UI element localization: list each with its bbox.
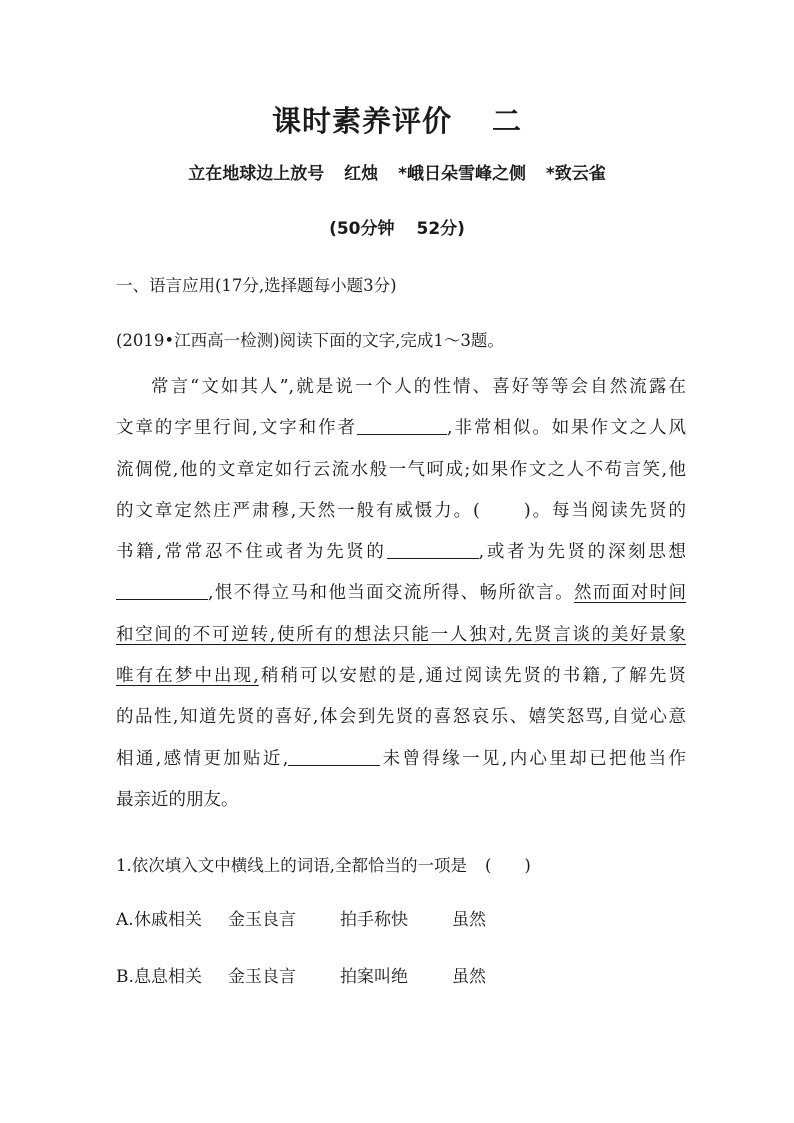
- title-main: 课时素养评价: [271, 104, 452, 138]
- answer-bracket: ( ): [485, 856, 531, 875]
- time-score-line: [0, 214, 794, 239]
- subtitle-item: *峨日朵雪峰之侧: [398, 164, 526, 184]
- passage-line: [116, 615, 686, 656]
- underlined-sentence: 和空间的不可逆转,使所有的想法只能一人独对,先贤言谈的美好景象: [116, 624, 686, 645]
- subtitle-item: *致云雀: [545, 164, 606, 184]
- underlined-sentence: 然而面对时间: [574, 583, 687, 604]
- subtitle-item: 红烛: [344, 164, 379, 184]
- passage-line: 书籍,常常忍不住或者为先贤的 ,或者为先贤的深刻思想: [116, 532, 686, 573]
- reading-passage: [116, 367, 686, 821]
- subtitle-item: 立在地球边上放号: [188, 164, 325, 184]
- source-note: (2019•江西高一检测)阅读下面的文字,完成1～3题。: [116, 331, 504, 350]
- passage-line: 文章的字里行间,文字和作者 ,非常相似。如果作文之人风: [116, 408, 686, 449]
- lesson-subtitle: [0, 159, 794, 184]
- passage-line: 常言“文如其人”,就是说一个人的性情、喜好等等会自然流露在: [151, 377, 686, 397]
- passage-line: 的文章定然庄严肃穆,天然一般有威慑力。( )。每当阅读先贤的: [116, 500, 686, 521]
- passage-line: 的品性,知道先贤的喜好,体会到先贤的喜怒哀乐、嬉笑怒骂,自觉心意: [116, 707, 686, 728]
- fill-blank-3: [116, 579, 208, 600]
- underlined-sentence: 唯有在梦中出现,: [116, 666, 259, 687]
- fill-blank-2: [387, 538, 479, 559]
- fill-blank-4: [288, 745, 380, 766]
- passage-line: 流倜傥,他的文章定如行云流水般一气呵成;如果作文之人不苟言笑,他: [116, 459, 686, 480]
- question-1-stem: 1.依次填入文中横线上的词语,全都恰当的一项是 ( ): [116, 856, 531, 875]
- time-limit: (50分钟: [329, 219, 395, 239]
- passage-line: 唯有在梦中出现,稍稍可以安慰的是,通过阅读先贤的书籍,了解先贤: [116, 666, 687, 687]
- option-a: A.休戚相关 金玉良言 拍手称快 虽然: [116, 910, 486, 930]
- passage-line: 相通,感情更加贴近, 未曾得缘一见,内心里却已把他当作: [116, 739, 686, 780]
- option-b: B.息息相关 金玉良言 拍案叫绝 虽然: [116, 967, 486, 987]
- passage-line: 最亲近的朋友。: [116, 789, 239, 810]
- passage-line: ,恨不得立马和他当面交流所得、畅所欲言。然而面对时间: [116, 573, 686, 614]
- page-title: [0, 99, 794, 140]
- title-number: 二: [492, 104, 523, 138]
- fill-blank-1: [357, 414, 447, 435]
- section-heading: 一、语言应用(17分,选择题每小题3分): [116, 276, 397, 295]
- total-score: 52分): [416, 219, 465, 239]
